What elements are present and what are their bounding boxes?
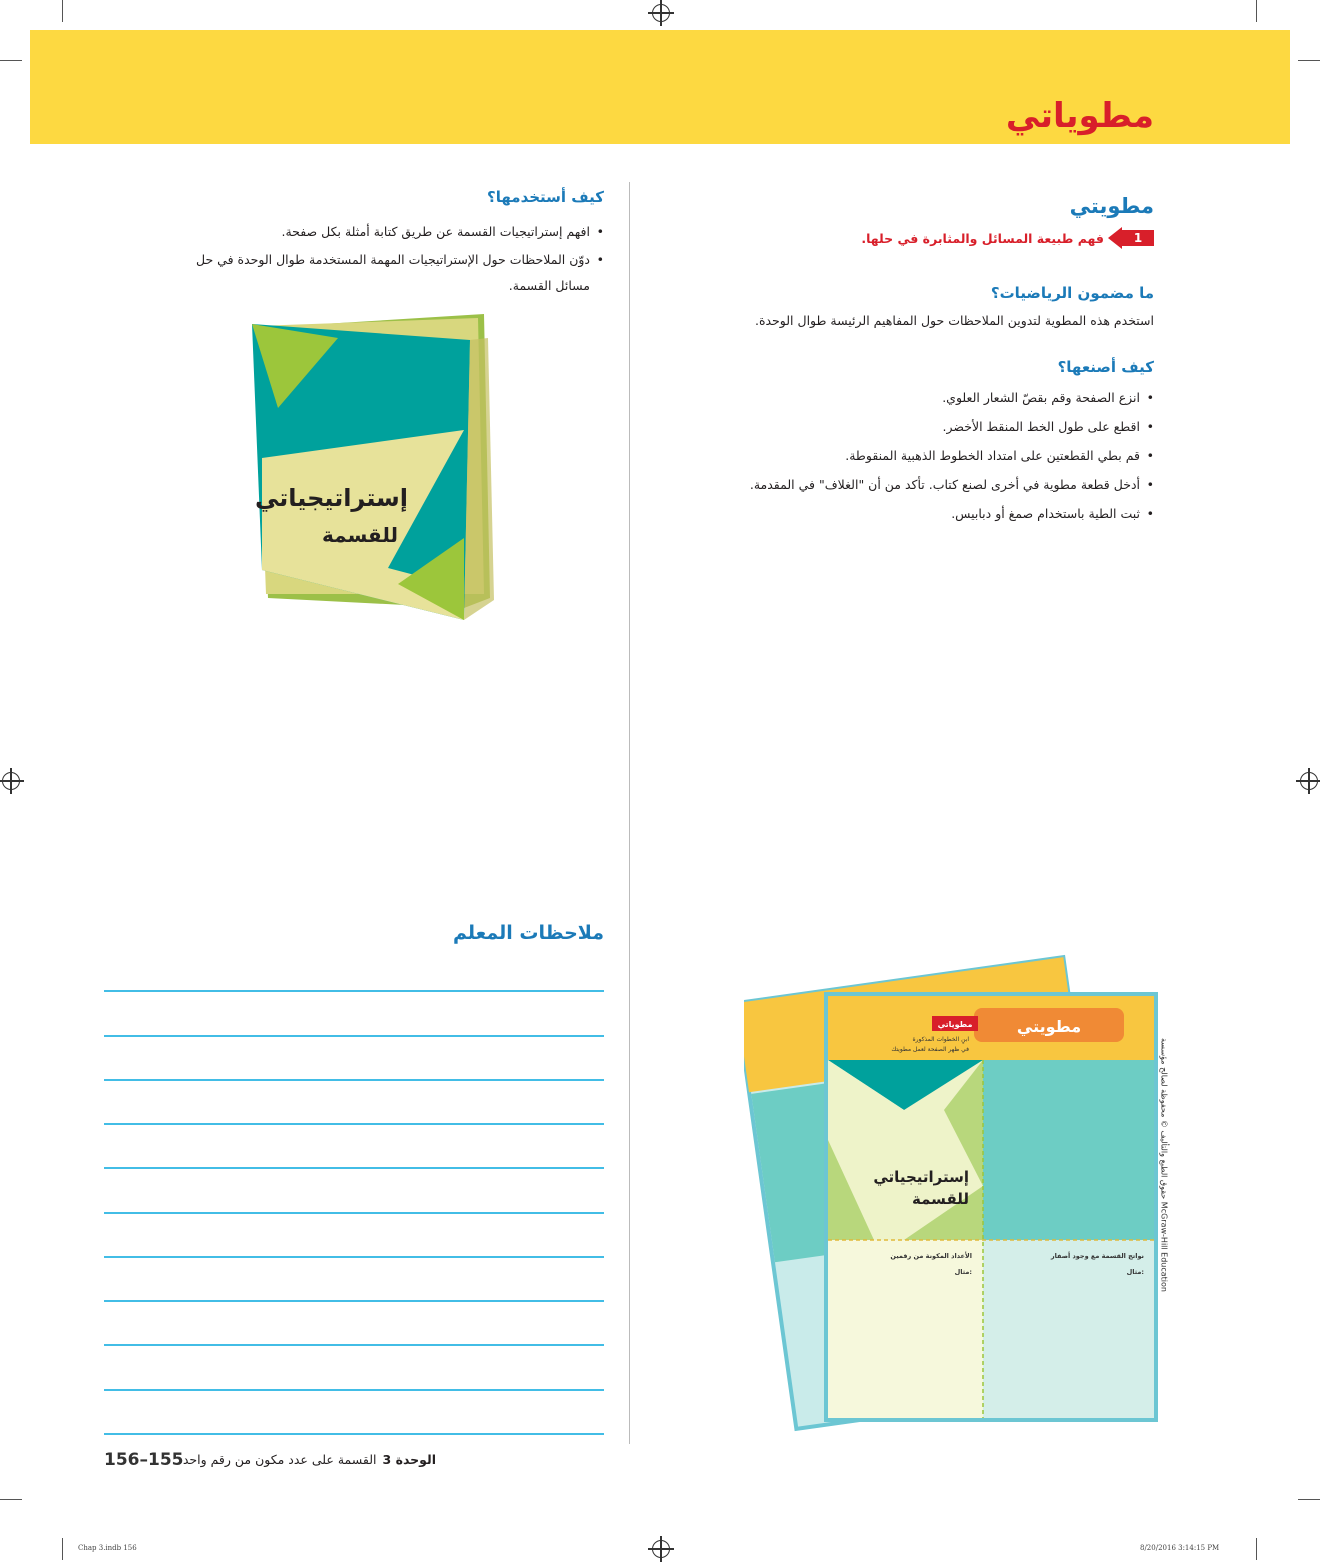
- step-text: فهم طبيعة المسائل والمثابرة في حلها.: [861, 230, 1104, 246]
- sheet-instruction: ابنِ الخطوات المذكورة: [912, 1036, 969, 1043]
- book-cover-title: للقسمة: [322, 523, 398, 547]
- sheet-instruction: في ظهر الصفحة لعمل مطويتك: [891, 1046, 969, 1053]
- note-line: [104, 1212, 604, 1214]
- sheet-panel-heading: الأعداد المكونة من رقمين: [890, 1252, 972, 1260]
- trim-mark: [0, 1499, 22, 1500]
- footer-unit-info: [183, 1452, 436, 1467]
- how-to-make-heading: كيف أصنعها؟: [1057, 358, 1154, 376]
- sheet-panel-example: مثال:: [954, 1268, 972, 1276]
- trim-mark: [62, 0, 63, 22]
- trim-mark: [1298, 60, 1320, 61]
- registration-mark-icon: [652, 4, 670, 22]
- sheet-cover-title: للقسمة: [912, 1190, 969, 1208]
- foldable-sheet-image: [744, 936, 1164, 1436]
- page-number: 156–155: [104, 1450, 184, 1470]
- column-divider: [629, 182, 630, 1444]
- trim-mark: [1256, 1538, 1257, 1560]
- list-item: • أدخل قطعة مطوية في أخرى لصنع كتاب. تأكد من أن "الغلاف" في المقدمة.: [634, 477, 1154, 506]
- print-slug-timestamp: 8/20/2016 3:14:15 PM: [1140, 1544, 1220, 1552]
- math-content-text: استخدم هذه المطوية لتدوين الملاحظات حول المفاهيم الرئيسة طوال الوحدة.: [754, 313, 1154, 328]
- list-item: • افهم إستراتيجيات القسمة عن طريق كتابة أمثلة بكل صفحة.: [164, 219, 604, 245]
- note-line: [104, 1079, 604, 1081]
- footer-unit-label: الوحدة 3: [382, 1452, 436, 1467]
- note-line: [104, 1389, 604, 1391]
- step-callout: [861, 226, 1154, 250]
- how-to-make-list: [634, 390, 1154, 535]
- step-arrow-icon: [1108, 227, 1154, 249]
- how-to-use-heading: كيف أستخدمها؟: [487, 188, 604, 206]
- foldable-book-image: [248, 298, 504, 630]
- note-line: [104, 1035, 604, 1037]
- list-item: • ثبت الطية باستخدام صمغ أو دبابيس.: [634, 506, 1154, 535]
- how-to-use-list: [164, 219, 604, 301]
- note-line: [104, 1123, 604, 1125]
- list-item: • قم بطي القطعتين على امتداد الخطوط الذهبية المنقوطة.: [634, 448, 1154, 477]
- note-line: [104, 1300, 604, 1302]
- footer-unit-title: القسمة على عدد مكون من رقم واحد: [182, 1452, 377, 1467]
- note-line: [104, 990, 604, 992]
- note-line: [104, 1433, 604, 1435]
- math-content-heading: ما مضمون الرياضيات؟: [990, 284, 1154, 302]
- trim-mark: [0, 60, 22, 61]
- sheet-tag: مطوياتي: [937, 1020, 973, 1029]
- list-item: • اقطع على طول الخط المنقط الأخضر.: [634, 419, 1154, 448]
- registration-mark-icon: [652, 1540, 670, 1558]
- trim-mark: [1256, 0, 1257, 22]
- step-number: 1: [1133, 231, 1143, 245]
- page-title: مطوياتي: [1005, 96, 1154, 136]
- note-line: [104, 1256, 604, 1258]
- print-slug-file: Chap 3.indb 156: [78, 1544, 137, 1552]
- sheet-panel-example: مثال:: [1126, 1268, 1144, 1276]
- registration-mark-icon: [2, 772, 20, 790]
- foldable-title: مطويتي: [1069, 194, 1154, 218]
- note-line: [104, 1344, 604, 1346]
- copyright-text: حقوق الطبع والتأليف © محفوظة لصالح مؤسسة McGraw-Hill Education: [1159, 1038, 1169, 1292]
- note-line: [104, 1167, 604, 1169]
- sheet-cover-title: إستراتيجياتي: [873, 1168, 969, 1186]
- teacher-notes-heading: ملاحظات المعلم: [453, 922, 604, 944]
- book-cover-title: إستراتيجياتي: [255, 484, 408, 512]
- registration-mark-icon: [1300, 772, 1318, 790]
- trim-mark: [62, 1538, 63, 1560]
- list-item: • انزع الصفحة وقم بقصّ الشعار العلوي.: [634, 390, 1154, 419]
- trim-mark: [1298, 1499, 1320, 1500]
- sheet-banner-title: مطويتي: [1016, 1017, 1082, 1036]
- sheet-panel-heading: نواتج القسمة مع وجود أصفار: [1050, 1252, 1144, 1260]
- list-item: • دوّن الملاحظات حول الإستراتيجيات المهمة المستخدمة طوال الوحدة في حل مسائل القسمة.: [164, 247, 604, 299]
